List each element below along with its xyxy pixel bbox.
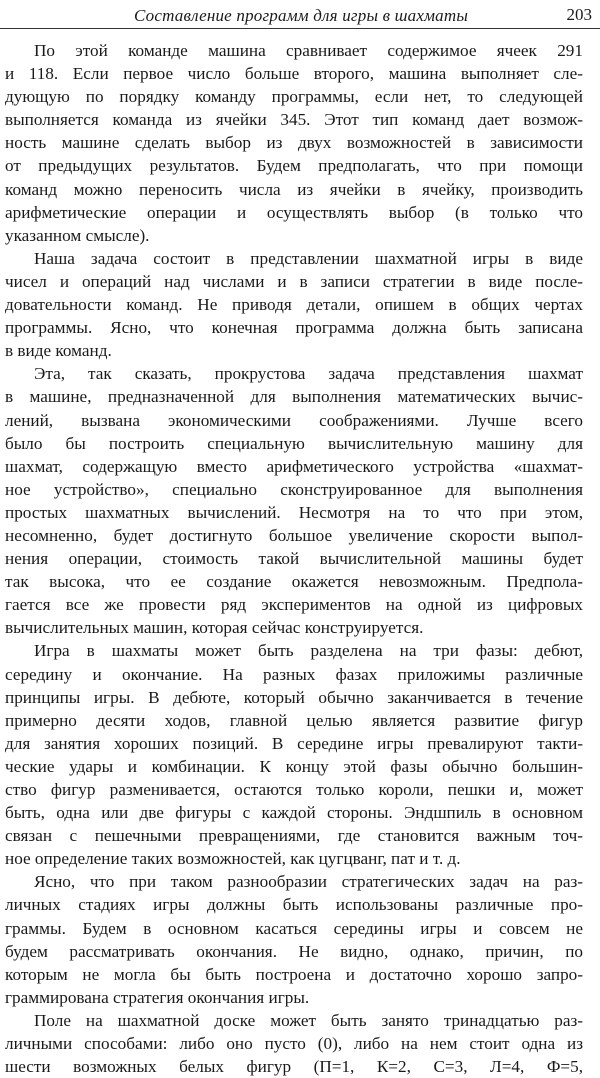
text-line: середину и окончание. На разных фазах приложимы различные	[5, 664, 583, 684]
paragraph	[5, 39, 583, 247]
body-text	[5, 39, 583, 1078]
text-line: ность машине сделать выбор из двух возможностей в зависимости	[5, 133, 583, 153]
text-line: Ясно, что при таком разнообразии стратегических задач на раз-	[34, 872, 583, 892]
text-line: и 118. Если первое число больше второго, машина выполняет сле-	[5, 64, 583, 84]
text-line: указанном смысле).	[5, 225, 150, 245]
text-line: будем рассматривать окончания. Не видно, однако, причин, по	[5, 941, 583, 961]
text-line: в машине, предназначенной для выполнения математических вычис-	[5, 387, 583, 407]
text-line: выполняется команда из ячейки 345. Этот тип команд дает возмож-	[5, 110, 583, 130]
text-line: По этой команде машина сравнивает содержимое ячеек 291	[34, 41, 583, 60]
text-line: ное устройство», специально сконструированное для выполнения	[5, 479, 583, 499]
text-line: Эта, так сказать, прокрустова задача представления шахмат	[34, 364, 583, 384]
text-line: гается все же провести ряд экспериментов на одной из цифровых	[5, 595, 583, 615]
text-line: несомненно, будет достигнуто большое увеличение скорости выпол-	[5, 525, 583, 545]
text-line: личных стадиях игры должны быть использованы различные про-	[5, 895, 583, 915]
text-line: простых шахматных вычислений. Несмотря на то что при этом,	[5, 502, 583, 522]
paragraph	[5, 247, 583, 362]
text-line: Поле на шахматной доске может быть занято тринадцатью раз-	[34, 1010, 583, 1030]
running-title: Составление программ для игры в шахматы	[134, 6, 469, 25]
text-line: ческие удары и комбинации. К концу этой фазы обычно большин-	[5, 756, 583, 776]
text-line: нения операции, стоимость такой вычислительной машины будет	[5, 549, 583, 569]
text-line: лений, вызвана экономическими соображениями. Лучше всего	[5, 410, 583, 430]
text-line: команд можно переносить числа из ячейки в ячейку, производить	[5, 179, 583, 199]
text-line: Игра в шахматы может быть разделена на три фазы: дебют,	[34, 641, 583, 661]
text-line: было бы построить специальную вычислительную машину для	[5, 433, 583, 453]
text-line: ное определение таких возможностей, как цугцванг, пат и т. д.	[5, 849, 461, 869]
text-line: граммы. Будем в основном касаться середины игры и совсем не	[5, 918, 583, 938]
text-line: чисел и операций над числами и в записи стратегии в виде после-	[5, 271, 583, 291]
text-line: принципы игры. В дебюте, который обычно заканчивается в течение	[5, 687, 583, 707]
text-line: шести возможных белых фигур (П=1, К=2, С=3, Л=4, Ф=5,	[5, 1057, 583, 1077]
paragraph	[5, 1009, 583, 1078]
text-line: довательности команд. Не приводя детали, опишем в общих чертах	[5, 295, 583, 315]
text-line: Наша задача состоит в представлении шахматной игры в виде	[34, 248, 583, 268]
text-line: ство фигур разменивается, остаются только короли, пешки и, может	[5, 780, 583, 799]
paragraph	[5, 870, 583, 1009]
text-line: шахмат, содержащую вместо арифметического устройства «шахмат-	[5, 456, 583, 476]
text-line: быть, одна или две фигуры с каждой стороны. Эндшпиль в основном	[5, 803, 583, 823]
paragraph	[5, 639, 583, 870]
text-line: в виде команд.	[5, 341, 112, 361]
page-number: 203	[566, 5, 592, 24]
text-line: связан с пешечными превращениями, где становится важным точ-	[5, 826, 583, 846]
header-rule	[0, 28, 600, 29]
text-line: арифметические операции и осуществлять выбор (в только что	[5, 202, 583, 222]
text-line: граммирована стратегия окончания игры.	[5, 987, 310, 1007]
text-line: вычислительных машин, которая сейчас конструируется.	[5, 618, 424, 638]
text-line: так высока, что ее создание окажется невозможным. Предпола-	[5, 572, 583, 592]
text-line: программы. Ясно, что конечная программа должна быть записана	[5, 318, 583, 338]
text-line: личными способами: либо оно пусто (0), либо на нем стоит одна из	[5, 1034, 583, 1054]
text-line: дующую по порядку команду программы, если нет, то следующей	[5, 87, 583, 107]
text-line: от предыдущих результатов. Будем предполагать, что при помощи	[5, 156, 583, 176]
text-line: которым не могла бы быть построена и достаточно хорошо запро-	[5, 964, 583, 984]
text-line: примерно десяти ходов, главной целью является развитие фигур	[5, 710, 583, 730]
text-line: для занятия хороших позиций. В середине игры превалируют такти-	[5, 733, 583, 753]
paragraph	[5, 362, 583, 639]
